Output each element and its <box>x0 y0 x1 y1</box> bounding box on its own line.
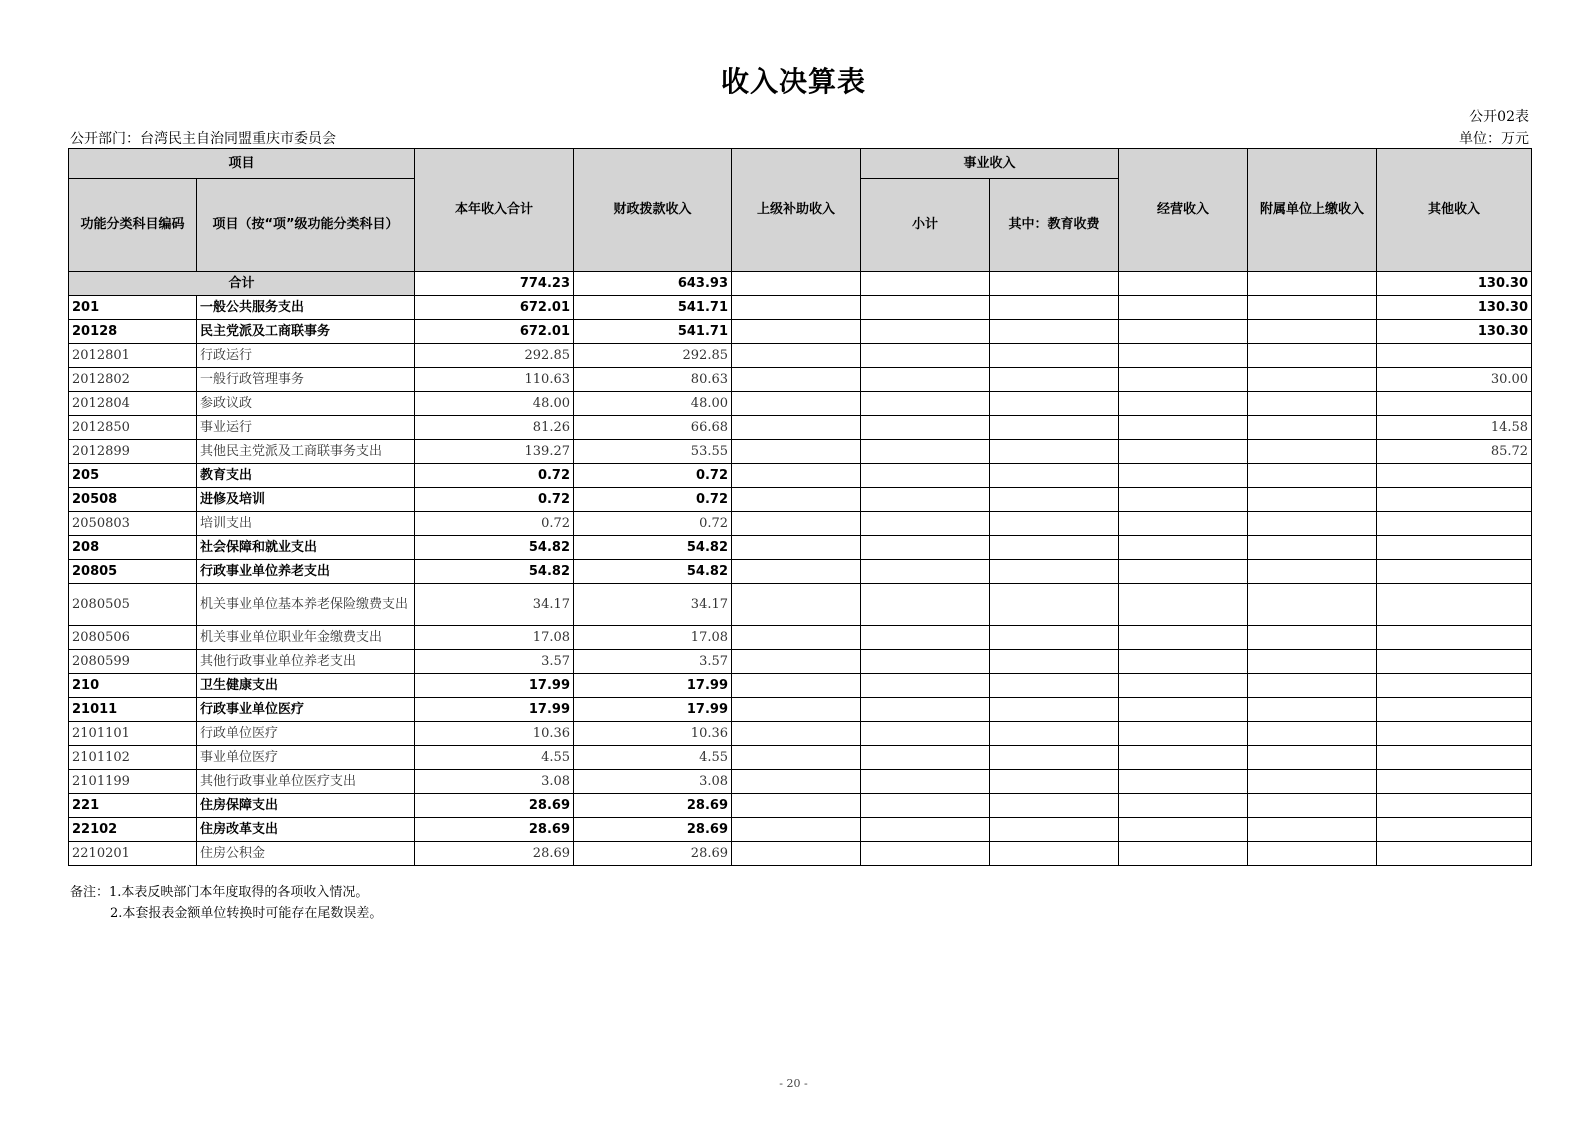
table-row <box>69 650 1532 674</box>
code-cell: 2080599 <box>69 650 197 674</box>
total-superior-cell <box>732 272 861 296</box>
affiliated-cell <box>1248 344 1377 368</box>
edu-fee-cell <box>990 746 1119 770</box>
total-income-cell: 17.08 <box>415 626 574 650</box>
total-income-cell: 34.17 <box>415 584 574 626</box>
affiliated-cell <box>1248 584 1377 626</box>
table-row <box>69 560 1532 584</box>
fiscal-cell: 541.71 <box>574 296 732 320</box>
fiscal-cell: 10.36 <box>574 722 732 746</box>
other-cell <box>1377 512 1532 536</box>
name-cell: 参政议政 <box>197 392 415 416</box>
affiliated-cell <box>1248 842 1377 866</box>
edu-fee-cell <box>990 320 1119 344</box>
code-cell: 2101101 <box>69 722 197 746</box>
code-cell: 2080505 <box>69 584 197 626</box>
affiliated-cell <box>1248 416 1377 440</box>
subtotal-cell <box>861 698 990 722</box>
other-cell <box>1377 794 1532 818</box>
code-cell: 2101102 <box>69 746 197 770</box>
subtotal-cell <box>861 842 990 866</box>
subtotal-cell <box>861 368 990 392</box>
fiscal-cell: 54.82 <box>574 560 732 584</box>
edu-fee-cell <box>990 818 1119 842</box>
total-income-cell: 28.69 <box>415 794 574 818</box>
operating-cell <box>1119 440 1248 464</box>
code-cell: 2210201 <box>69 842 197 866</box>
affiliated-cell <box>1248 536 1377 560</box>
header-func-name: 项目（按“项”级功能分类科目） <box>197 179 415 272</box>
code-cell: 22102 <box>69 818 197 842</box>
edu-fee-cell <box>990 674 1119 698</box>
table-row <box>69 746 1532 770</box>
other-cell <box>1377 770 1532 794</box>
unit-label: 单位：万元 <box>1459 131 1529 147</box>
total-affiliated-cell <box>1248 272 1377 296</box>
total-income-cell: 48.00 <box>415 392 574 416</box>
subtotal-cell <box>861 722 990 746</box>
superior-cell <box>732 722 861 746</box>
subtotal-cell <box>861 464 990 488</box>
operating-cell <box>1119 626 1248 650</box>
other-cell <box>1377 464 1532 488</box>
superior-cell <box>732 794 861 818</box>
fiscal-cell: 541.71 <box>574 320 732 344</box>
code-cell: 21011 <box>69 698 197 722</box>
subtotal-cell <box>861 488 990 512</box>
header-other: 其他收入 <box>1377 149 1532 272</box>
other-cell: 30.00 <box>1377 368 1532 392</box>
total-income-cell: 292.85 <box>415 344 574 368</box>
code-cell: 205 <box>69 464 197 488</box>
other-cell <box>1377 536 1532 560</box>
total-operating-cell <box>1119 272 1248 296</box>
operating-cell <box>1119 320 1248 344</box>
table-row <box>69 626 1532 650</box>
total-income-cell: 28.69 <box>415 842 574 866</box>
operating-cell <box>1119 344 1248 368</box>
fiscal-cell: 3.57 <box>574 650 732 674</box>
name-cell: 行政单位医疗 <box>197 722 415 746</box>
table-row <box>69 512 1532 536</box>
superior-cell <box>732 818 861 842</box>
affiliated-cell <box>1248 296 1377 320</box>
affiliated-cell <box>1248 818 1377 842</box>
table-row <box>69 770 1532 794</box>
subtotal-cell <box>861 746 990 770</box>
operating-cell <box>1119 296 1248 320</box>
fiscal-cell: 48.00 <box>574 392 732 416</box>
edu-fee-cell <box>990 416 1119 440</box>
other-cell: 85.72 <box>1377 440 1532 464</box>
affiliated-cell <box>1248 770 1377 794</box>
operating-cell <box>1119 746 1248 770</box>
subtotal-cell <box>861 536 990 560</box>
operating-cell <box>1119 416 1248 440</box>
total-label: 合计 <box>69 272 415 296</box>
other-cell <box>1377 698 1532 722</box>
header-edu-fee: 其中：教育收费 <box>990 179 1119 272</box>
fiscal-cell: 0.72 <box>574 464 732 488</box>
affiliated-cell <box>1248 320 1377 344</box>
superior-cell <box>732 698 861 722</box>
code-cell: 20128 <box>69 320 197 344</box>
name-cell: 社会保障和就业支出 <box>197 536 415 560</box>
superior-cell <box>732 626 861 650</box>
other-cell <box>1377 674 1532 698</box>
total-income-cell: 4.55 <box>415 746 574 770</box>
edu-fee-cell <box>990 464 1119 488</box>
edu-fee-cell <box>990 794 1119 818</box>
code-cell: 20508 <box>69 488 197 512</box>
superior-cell <box>732 344 861 368</box>
affiliated-cell <box>1248 722 1377 746</box>
operating-cell <box>1119 560 1248 584</box>
operating-cell <box>1119 392 1248 416</box>
subtotal-cell <box>861 512 990 536</box>
code-cell: 2050803 <box>69 512 197 536</box>
other-cell <box>1377 560 1532 584</box>
subtotal-cell <box>861 296 990 320</box>
name-cell: 事业运行 <box>197 416 415 440</box>
total-other-cell: 130.30 <box>1377 272 1532 296</box>
operating-cell <box>1119 650 1248 674</box>
subtotal-cell <box>861 650 990 674</box>
total-subtotal-cell <box>861 272 990 296</box>
fiscal-cell: 17.99 <box>574 674 732 698</box>
subtotal-cell <box>861 344 990 368</box>
operating-cell <box>1119 674 1248 698</box>
fiscal-cell: 3.08 <box>574 770 732 794</box>
code-cell: 20805 <box>69 560 197 584</box>
name-cell: 机关事业单位基本养老保险缴费支出 <box>197 584 415 626</box>
edu-fee-cell <box>990 770 1119 794</box>
name-cell: 行政事业单位养老支出 <box>197 560 415 584</box>
affiliated-cell <box>1248 650 1377 674</box>
subtotal-cell <box>861 320 990 344</box>
subtotal-cell <box>861 440 990 464</box>
edu-fee-cell <box>990 842 1119 866</box>
table-row <box>69 368 1532 392</box>
code-cell: 221 <box>69 794 197 818</box>
total-income-cell: 0.72 <box>415 464 574 488</box>
total-edu-fee-cell <box>990 272 1119 296</box>
other-cell: 130.30 <box>1377 320 1532 344</box>
total-income-cell: 0.72 <box>415 488 574 512</box>
edu-fee-cell <box>990 440 1119 464</box>
code-cell: 2012801 <box>69 344 197 368</box>
operating-cell <box>1119 368 1248 392</box>
total-income-cell: 17.99 <box>415 674 574 698</box>
edu-fee-cell <box>990 626 1119 650</box>
superior-cell <box>732 650 861 674</box>
superior-cell <box>732 440 861 464</box>
fiscal-cell: 17.08 <box>574 626 732 650</box>
affiliated-cell <box>1248 698 1377 722</box>
operating-cell <box>1119 584 1248 626</box>
affiliated-cell <box>1248 368 1377 392</box>
name-cell: 行政运行 <box>197 344 415 368</box>
edu-fee-cell <box>990 650 1119 674</box>
subtotal-cell <box>861 392 990 416</box>
table-row <box>69 722 1532 746</box>
name-cell: 培训支出 <box>197 512 415 536</box>
edu-fee-cell <box>990 560 1119 584</box>
table-row <box>69 488 1532 512</box>
operating-cell <box>1119 722 1248 746</box>
total-income-cell: 110.63 <box>415 368 574 392</box>
total-row <box>69 272 1532 296</box>
name-cell: 住房保障支出 <box>197 794 415 818</box>
operating-cell <box>1119 512 1248 536</box>
code-cell: 201 <box>69 296 197 320</box>
subtotal-cell <box>861 626 990 650</box>
edu-fee-cell <box>990 536 1119 560</box>
fiscal-cell: 4.55 <box>574 746 732 770</box>
code-cell: 208 <box>69 536 197 560</box>
table-row <box>69 584 1532 626</box>
name-cell: 其他行政事业单位医疗支出 <box>197 770 415 794</box>
total-income-cell: 54.82 <box>415 536 574 560</box>
code-cell: 210 <box>69 674 197 698</box>
fiscal-cell: 0.72 <box>574 488 732 512</box>
edu-fee-cell <box>990 722 1119 746</box>
header-subtotal: 小计 <box>861 179 990 272</box>
total-fiscal-cell: 643.93 <box>574 272 732 296</box>
edu-fee-cell <box>990 584 1119 626</box>
fiscal-cell: 66.68 <box>574 416 732 440</box>
total-income-cell: 81.26 <box>415 416 574 440</box>
superior-cell <box>732 368 861 392</box>
superior-cell <box>732 464 861 488</box>
operating-cell <box>1119 770 1248 794</box>
total-income-cell: 3.08 <box>415 770 574 794</box>
total-income-cell: 139.27 <box>415 440 574 464</box>
department-label: 公开部门：台湾民主自治同盟重庆市委员会 <box>70 131 336 147</box>
affiliated-cell <box>1248 746 1377 770</box>
superior-cell <box>732 320 861 344</box>
header-total-income: 本年收入合计 <box>415 149 574 272</box>
fiscal-cell: 28.69 <box>574 818 732 842</box>
note-1: 备注：1.本表反映部门本年度取得的各项收入情况。 <box>70 885 369 900</box>
superior-cell <box>732 296 861 320</box>
name-cell: 住房改革支出 <box>197 818 415 842</box>
affiliated-cell <box>1248 440 1377 464</box>
notes <box>70 882 382 924</box>
name-cell: 事业单位医疗 <box>197 746 415 770</box>
other-cell: 130.30 <box>1377 296 1532 320</box>
table-row <box>69 674 1532 698</box>
name-cell: 机关事业单位职业年金缴费支出 <box>197 626 415 650</box>
code-cell: 2012899 <box>69 440 197 464</box>
superior-cell <box>732 560 861 584</box>
edu-fee-cell <box>990 368 1119 392</box>
edu-fee-cell <box>990 344 1119 368</box>
fiscal-cell: 292.85 <box>574 344 732 368</box>
other-cell <box>1377 650 1532 674</box>
affiliated-cell <box>1248 560 1377 584</box>
fiscal-cell: 17.99 <box>574 698 732 722</box>
other-cell <box>1377 842 1532 866</box>
fiscal-cell: 80.63 <box>574 368 732 392</box>
other-cell <box>1377 392 1532 416</box>
header-project: 项目 <box>69 149 415 179</box>
total-income-cell: 17.99 <box>415 698 574 722</box>
superior-cell <box>732 512 861 536</box>
total-income-cell: 28.69 <box>415 818 574 842</box>
code-cell: 2012802 <box>69 368 197 392</box>
edu-fee-cell <box>990 488 1119 512</box>
table-row <box>69 818 1532 842</box>
total-income-cell: 774.23 <box>415 272 574 296</box>
fiscal-cell: 34.17 <box>574 584 732 626</box>
superior-cell <box>732 584 861 626</box>
subtotal-cell <box>861 416 990 440</box>
code-cell: 2080506 <box>69 626 197 650</box>
name-cell: 教育支出 <box>197 464 415 488</box>
fiscal-cell: 53.55 <box>574 440 732 464</box>
operating-cell <box>1119 464 1248 488</box>
fiscal-cell: 0.72 <box>574 512 732 536</box>
table-row <box>69 464 1532 488</box>
other-cell <box>1377 746 1532 770</box>
superior-cell <box>732 770 861 794</box>
income-table <box>68 148 1532 866</box>
operating-cell <box>1119 698 1248 722</box>
affiliated-cell <box>1248 392 1377 416</box>
affiliated-cell <box>1248 794 1377 818</box>
name-cell: 民主党派及工商联事务 <box>197 320 415 344</box>
table-row <box>69 842 1532 866</box>
affiliated-cell <box>1248 626 1377 650</box>
total-income-cell: 3.57 <box>415 650 574 674</box>
edu-fee-cell <box>990 392 1119 416</box>
fiscal-cell: 28.69 <box>574 794 732 818</box>
other-cell <box>1377 584 1532 626</box>
header-fiscal: 财政拨款收入 <box>574 149 732 272</box>
table-row <box>69 296 1532 320</box>
operating-cell <box>1119 536 1248 560</box>
fiscal-cell: 28.69 <box>574 842 732 866</box>
superior-cell <box>732 536 861 560</box>
operating-cell <box>1119 818 1248 842</box>
table-row <box>69 344 1532 368</box>
page-title: 收入决算表 <box>720 65 866 98</box>
operating-cell <box>1119 488 1248 512</box>
header-affiliated: 附属单位上缴收入 <box>1248 149 1377 272</box>
operating-cell <box>1119 794 1248 818</box>
header-operating: 经营收入 <box>1119 149 1248 272</box>
table-row <box>69 794 1532 818</box>
name-cell: 行政事业单位医疗 <box>197 698 415 722</box>
code-cell: 2012850 <box>69 416 197 440</box>
code-cell: 2101199 <box>69 770 197 794</box>
other-cell: 14.58 <box>1377 416 1532 440</box>
name-cell: 一般公共服务支出 <box>197 296 415 320</box>
table-row <box>69 320 1532 344</box>
superior-cell <box>732 488 861 512</box>
fiscal-cell: 54.82 <box>574 536 732 560</box>
total-income-cell: 10.36 <box>415 722 574 746</box>
affiliated-cell <box>1248 674 1377 698</box>
total-income-cell: 54.82 <box>415 560 574 584</box>
header-business: 事业收入 <box>861 149 1119 179</box>
edu-fee-cell <box>990 698 1119 722</box>
page-number: - 20 - <box>779 1077 808 1090</box>
form-number: 公开02表 <box>1469 109 1529 125</box>
other-cell <box>1377 818 1532 842</box>
operating-cell <box>1119 842 1248 866</box>
other-cell <box>1377 722 1532 746</box>
name-cell: 卫生健康支出 <box>197 674 415 698</box>
subtotal-cell <box>861 674 990 698</box>
edu-fee-cell <box>990 512 1119 536</box>
affiliated-cell <box>1248 488 1377 512</box>
superior-cell <box>732 416 861 440</box>
table-row <box>69 698 1532 722</box>
affiliated-cell <box>1248 512 1377 536</box>
edu-fee-cell <box>990 296 1119 320</box>
total-income-cell: 672.01 <box>415 320 574 344</box>
superior-cell <box>732 674 861 698</box>
note-2: 2.本套报表金额单位转换时可能存在尾数误差。 <box>110 906 383 921</box>
subtotal-cell <box>861 770 990 794</box>
other-cell <box>1377 626 1532 650</box>
header-superior: 上级补助收入 <box>732 149 861 272</box>
name-cell: 一般行政管理事务 <box>197 368 415 392</box>
name-cell: 其他行政事业单位养老支出 <box>197 650 415 674</box>
code-cell: 2012804 <box>69 392 197 416</box>
name-cell: 其他民主党派及工商联事务支出 <box>197 440 415 464</box>
table-row <box>69 416 1532 440</box>
superior-cell <box>732 746 861 770</box>
name-cell: 进修及培训 <box>197 488 415 512</box>
total-income-cell: 0.72 <box>415 512 574 536</box>
name-cell: 住房公积金 <box>197 842 415 866</box>
other-cell <box>1377 344 1532 368</box>
subtotal-cell <box>861 818 990 842</box>
table-row <box>69 440 1532 464</box>
subtotal-cell <box>861 560 990 584</box>
superior-cell <box>732 842 861 866</box>
affiliated-cell <box>1248 464 1377 488</box>
other-cell <box>1377 488 1532 512</box>
total-income-cell: 672.01 <box>415 296 574 320</box>
superior-cell <box>732 392 861 416</box>
table-row <box>69 536 1532 560</box>
subtotal-cell <box>861 794 990 818</box>
header-func-code: 功能分类科目编码 <box>69 179 197 272</box>
table-row <box>69 392 1532 416</box>
subtotal-cell <box>861 584 990 626</box>
